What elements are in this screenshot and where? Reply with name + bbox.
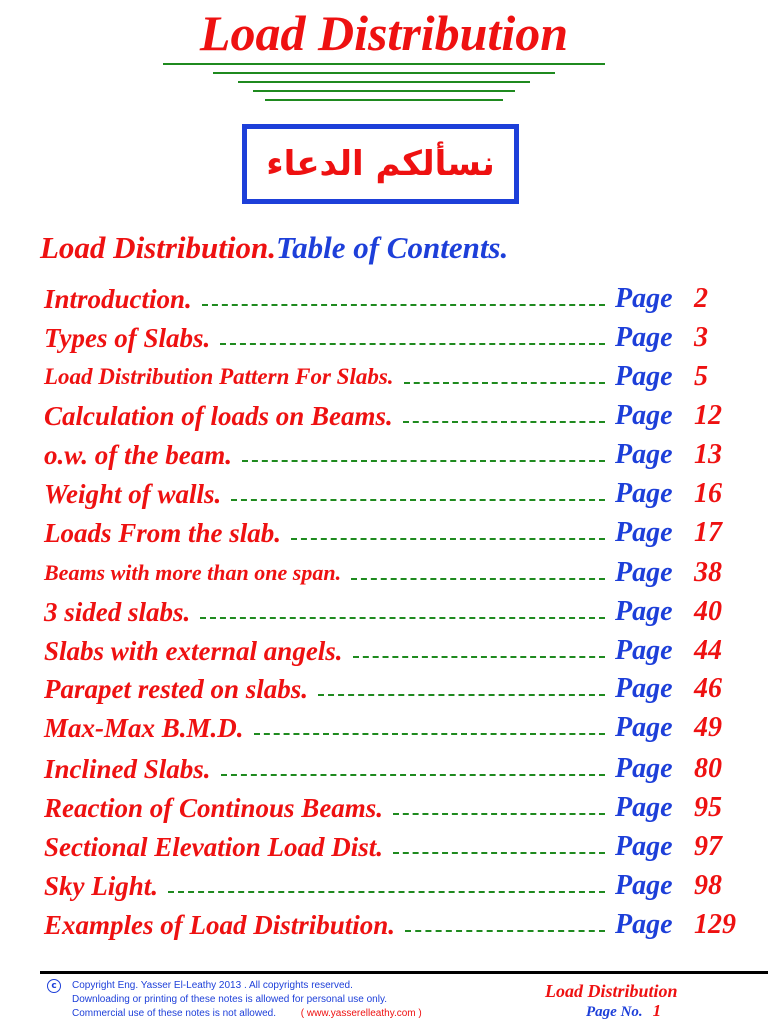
toc-page-label: Page — [615, 870, 673, 901]
toc-page-number: 44 — [694, 635, 722, 666]
toc-leader-dashes — [220, 343, 605, 345]
toc-entry-title: Types of Slabs. — [44, 323, 211, 353]
toc-entry-title: Sectional Elevation Load Dist. — [44, 832, 384, 862]
toc-page-number: 2 — [694, 283, 708, 314]
toc-entry[interactable] — [44, 319, 744, 357]
toc-page-number: 98 — [694, 870, 722, 901]
toc-page-label: Page — [615, 557, 673, 588]
toc-page-label: Page — [615, 712, 673, 743]
footer-divider — [40, 971, 768, 974]
toc-entry-title: Beams with more than one span. — [44, 560, 342, 585]
page-title: Load Distribution — [199, 5, 569, 61]
toc-entry-title: Reaction of Continous Beams. — [44, 793, 384, 823]
toc-entry-title: Max-Max B.M.D. — [44, 713, 244, 743]
toc-page-number: 46 — [694, 673, 722, 704]
toc-entry[interactable] — [44, 593, 744, 631]
toc-leader-dashes — [353, 656, 605, 658]
toc-leader-dashes — [242, 460, 605, 462]
toc-page-label: Page — [615, 753, 673, 784]
toc-heading-label: Table of Contents. — [276, 230, 509, 265]
toc-entry[interactable] — [44, 397, 744, 435]
title-underline-2 — [213, 72, 555, 74]
toc-leader-dashes — [231, 499, 605, 501]
toc-entry-title: o.w. of the beam. — [44, 440, 232, 470]
footer-website-link[interactable]: ( www.yasserelleathy.com ) — [300, 1008, 422, 1019]
toc-entry-title: Inclined Slabs. — [44, 754, 211, 784]
toc-entry[interactable] — [44, 358, 744, 396]
toc-page-number: 40 — [694, 596, 722, 627]
title-underline-5 — [265, 99, 503, 101]
toc-leader-dashes — [393, 852, 605, 854]
toc-leader-dashes — [403, 421, 605, 423]
toc-entry[interactable] — [44, 867, 744, 905]
toc-page-number: 5 — [694, 361, 708, 392]
title-underline-3 — [238, 81, 530, 83]
page-number-value: 1 — [652, 1001, 662, 1020]
toc-entry-title: 3 sided slabs. — [44, 597, 191, 627]
toc-entry-title: Parapet rested on slabs. — [44, 674, 309, 704]
toc-entry-title: Calculation of loads on Beams. — [44, 401, 393, 431]
footer-commercial-text: Commercial use of these notes is not allowed. — [72, 1008, 276, 1019]
toc-entry[interactable] — [44, 436, 744, 474]
toc-entry[interactable] — [44, 709, 744, 747]
toc-entry-title: Weight of walls. — [44, 479, 222, 509]
toc-heading — [40, 230, 508, 266]
toc-leader-dashes — [291, 538, 605, 540]
toc-entry-title: Sky Light. — [44, 871, 159, 901]
toc-page-number: 129 — [694, 909, 736, 940]
toc-entry[interactable] — [44, 280, 744, 318]
toc-page-number: 97 — [694, 831, 722, 862]
footer-commercial-use — [72, 1008, 422, 1019]
toc-page-number: 3 — [694, 322, 708, 353]
toc-entry[interactable] — [44, 514, 744, 552]
toc-page-number: 16 — [694, 478, 722, 509]
toc-leader-dashes — [168, 891, 605, 893]
footer-personal-use: Downloading or printing of these notes is allowed for personal use only. — [72, 994, 387, 1005]
footer-brand: Load Distribution — [545, 981, 678, 1001]
toc-leader-dashes — [202, 304, 605, 306]
copyright-icon: c — [47, 979, 61, 993]
toc-entry[interactable] — [44, 632, 744, 670]
toc-entry[interactable] — [44, 906, 744, 944]
toc-entry[interactable] — [44, 828, 744, 866]
toc-leader-dashes — [200, 617, 605, 619]
toc-leader-dashes — [318, 694, 605, 696]
title-underline-4 — [253, 90, 515, 92]
toc-page-number: 49 — [694, 712, 722, 743]
toc-page-label: Page — [615, 673, 673, 704]
arabic-text: نسألكم الدعاء — [266, 144, 495, 184]
toc-page-label: Page — [615, 478, 673, 509]
page-number-label: Page No. — [586, 1004, 643, 1020]
toc-page-label: Page — [615, 322, 673, 353]
toc-entry[interactable] — [44, 554, 744, 592]
toc-page-number: 95 — [694, 792, 722, 823]
toc-page-label: Page — [615, 596, 673, 627]
toc-leader-dashes — [393, 813, 605, 815]
toc-entry-title: Loads From the slab. — [44, 518, 282, 548]
toc-entry-title: Slabs with external angels. — [44, 636, 343, 666]
toc-entry[interactable] — [44, 789, 744, 827]
toc-entry[interactable] — [44, 750, 744, 788]
arabic-prayer-box — [242, 124, 519, 204]
toc-page-label: Page — [615, 361, 673, 392]
footer-page-number — [586, 1001, 661, 1021]
toc-page-label: Page — [615, 517, 673, 548]
toc-leader-dashes — [405, 930, 605, 932]
toc-page-number: 80 — [694, 753, 722, 784]
footer-copyright: Copyright Eng. Yasser El-Leathy 2013 . All copyrights reserved. — [72, 980, 353, 991]
toc-page-number: 12 — [694, 400, 722, 431]
title-underline-1 — [163, 63, 605, 65]
toc-entry-title: Examples of Load Distribution. — [44, 910, 396, 940]
toc-heading-doc-name: Load Distribution. — [40, 230, 276, 265]
toc-page-label: Page — [615, 792, 673, 823]
toc-page-label: Page — [615, 909, 673, 940]
toc-page-number: 13 — [694, 439, 722, 470]
toc-entry[interactable] — [44, 670, 744, 708]
toc-leader-dashes — [254, 733, 605, 735]
toc-page-number: 17 — [694, 517, 722, 548]
toc-page-label: Page — [615, 831, 673, 862]
toc-leader-dashes — [351, 578, 605, 580]
toc-leader-dashes — [404, 382, 605, 384]
toc-leader-dashes — [221, 774, 605, 776]
toc-page-label: Page — [615, 439, 673, 470]
toc-entry-title: Load Distribution Pattern For Slabs. — [44, 364, 394, 389]
toc-entry[interactable] — [44, 475, 744, 513]
toc-page-label: Page — [615, 635, 673, 666]
toc-entry-title: Introduction. — [44, 284, 192, 314]
toc-page-label: Page — [615, 400, 673, 431]
toc-page-number: 38 — [694, 557, 722, 588]
toc-page-label: Page — [615, 283, 673, 314]
